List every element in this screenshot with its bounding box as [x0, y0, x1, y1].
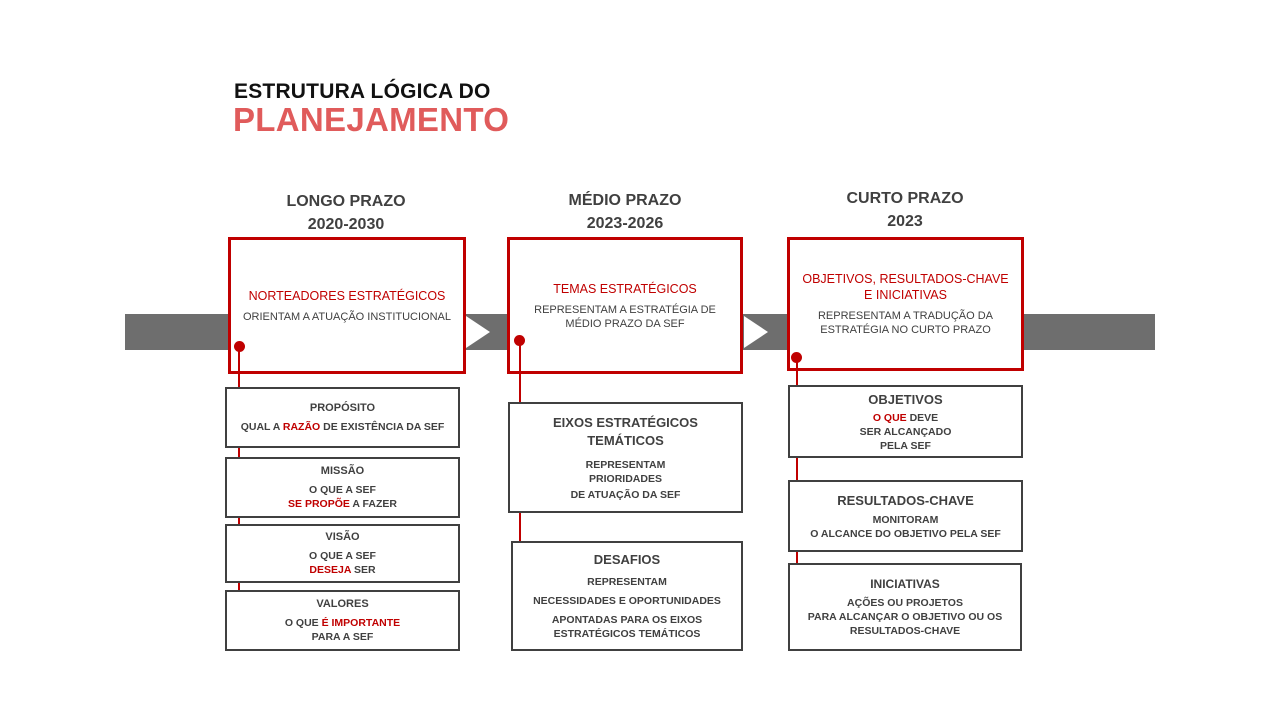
box-text: PARA ALCANÇAR O OBJETIVO OU OS RESULTADOS-CHAVE [807, 610, 1003, 637]
top-box-description: REPRESENTAM A ESTRATÉGIA DE MÉDIO PRAZO DA SEF [534, 303, 716, 330]
column-header-mid-term [507, 189, 743, 235]
diagram-title-line1: ESTRUTURA LÓGICA DO [234, 80, 491, 103]
box-valores [225, 590, 460, 651]
box-title: VISÃO [325, 531, 360, 543]
box-title: RESULTADOS-CHAVE [837, 492, 974, 508]
chevron-right-icon [466, 316, 490, 348]
box-title: VALORES [316, 598, 369, 610]
box-text: REPRESENTAM [585, 458, 666, 471]
column-header-label: LONGO PRAZO [286, 193, 406, 210]
box-desafios [511, 541, 743, 651]
box-text: QUAL A RAZÃO DE EXISTÊNCIA DA SEF [240, 421, 445, 433]
column-header-long-term [228, 190, 464, 236]
highlight-text: DESEJA [309, 564, 352, 576]
box-title: PROPÓSITO [309, 402, 376, 414]
box-text: O QUE A SEF [309, 550, 376, 562]
chevron-right-icon [744, 316, 768, 348]
column-header-period: 2023 [887, 213, 923, 230]
connector-dot [514, 335, 525, 346]
box-text: REPRESENTAM [587, 576, 667, 588]
column-header-period: 2020-2030 [307, 216, 385, 233]
top-box-norteadores [228, 237, 466, 374]
highlight-text: AÇÕES OU PROJETOS [847, 596, 963, 609]
highlight-text: O QUE [872, 411, 907, 424]
box-text: DESEJA SER [309, 564, 376, 576]
top-box-description: REPRESENTAM A TRADUÇÃO DA ESTRATÉGIA NO CURTO PRAZO [817, 310, 994, 336]
column-header-short-term [787, 187, 1023, 233]
top-box-title: OBJETIVOS, RESULTADOS-CHAVE E INICIATIVAS [802, 272, 1009, 302]
top-box-temas [507, 237, 743, 374]
box-eixos [508, 402, 743, 513]
highlight-text: É IMPORTANTE [321, 617, 401, 629]
column-header-period: 2023-2026 [586, 215, 664, 232]
column-header-label: CURTO PRAZO [846, 190, 964, 207]
top-box-description: ORIENTAM A ATUAÇÃO INSTITUCIONAL [242, 310, 451, 323]
highlight-text: PRIORIDADES [589, 472, 662, 485]
box-text: O QUE DEVE [872, 411, 939, 424]
box-title: DESAFIOS [593, 552, 661, 567]
top-box-title: NORTEADORES ESTRATÉGICOS [248, 288, 446, 303]
box-text: O QUE É IMPORTANTE [284, 617, 401, 629]
box-iniciativas [788, 563, 1022, 651]
top-box-objetivos [787, 237, 1024, 371]
box-title: MISSÃO [320, 465, 365, 477]
column-header-label: MÉDIO PRAZO [568, 192, 682, 209]
top-box-title: TEMAS ESTRATÉGICOS [553, 281, 697, 296]
box-text: PARA A SEF [311, 631, 374, 643]
box-text: PELA SEF [880, 439, 931, 452]
box-title: EIXOS ESTRATÉGICOS TEMÁTICOS [553, 414, 698, 448]
box-title: OBJETIVOS [868, 391, 943, 407]
box-title: INICIATIVAS [870, 576, 940, 591]
box-text: SE PROPÕE A FAZER [288, 498, 397, 510]
box-objetivos [788, 385, 1023, 458]
box-text: O QUE A SEF [309, 484, 376, 496]
highlight-text: NECESSIDADES E OPORTUNIDADES [533, 595, 721, 607]
box-text: O ALCANCE DO OBJETIVO PELA SEF [810, 527, 1001, 540]
connector-dot [234, 341, 245, 352]
highlight-text: MONITORAM [872, 513, 939, 526]
connector-dot [791, 352, 802, 363]
box-resultados-chave [788, 480, 1023, 552]
box-missao [225, 457, 460, 518]
box-text: SER ALCANÇADO [859, 425, 952, 438]
box-text: DE ATUAÇÃO DA SEF [570, 488, 681, 501]
box-visao [225, 524, 460, 583]
highlight-text: RAZÃO [282, 421, 321, 433]
box-proposito [225, 387, 460, 448]
highlight-text: SE PROPÕE [288, 498, 350, 510]
box-text: APONTADAS PARA OS EIXOS ESTRATÉGICOS TEMÁTICOS [551, 614, 703, 640]
diagram-title-line2: PLANEJAMENTO [233, 101, 510, 138]
